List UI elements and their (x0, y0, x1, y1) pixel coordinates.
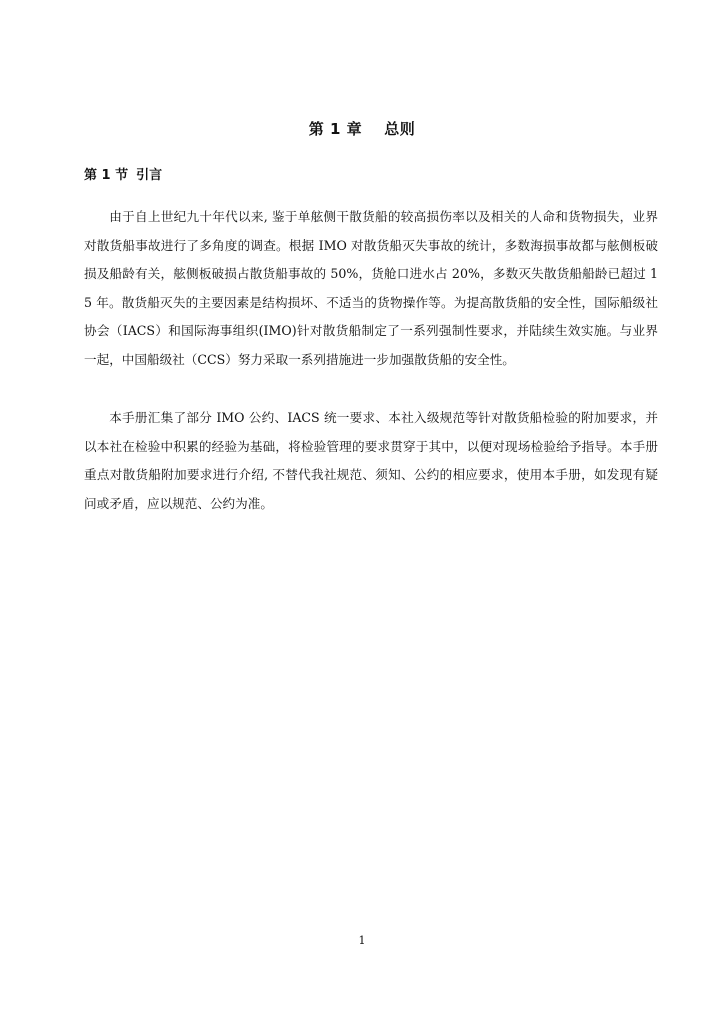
chapter-name: 总则 (384, 120, 416, 138)
section-title (84, 164, 162, 183)
section-name: 引言 (136, 168, 163, 183)
page-number: 1 (358, 934, 366, 947)
section-number: 第 1 节 (84, 168, 129, 183)
intro-paragraph-2: 本手册汇集了部分 IMO 公约、IACS 统一要求、本社入级规范等针对散货船检验的附加要求，并以本社在检验中积累的经验为基础，将检验管理的要求贯穿于其中，以便对现场检验给予指导。本手册重点对散货船附加要求进行介绍, 不替代我社规范、须知、公约的相应要求，使用本手册，如发现有疑问或矛盾，应以规范、公约为准。 (84, 410, 658, 511)
chapter-number: 第 1 章 (308, 120, 363, 138)
intro-paragraph-1: 由于自上世纪九十年代以来, 鉴于单舷侧干散货船的较高损伤率以及相关的人命和货物损失，业界对散货船事故进行了多角度的调查。根据 IMO 对散货船灭失事故的统计，多数海损事故都与舷侧板破损及船龄有关，舷侧板破损占散货船事故的 50%，货舱口进水占 20%，多数灭失散货船船龄已超过 15 年。散货船灭失的主要因素是结构损坏、不适当的货物操作等。为提高散货船的安全性，国际船级社协会（IACS）和国际海事组织(IMO)针对散货船制定了一系列强制性要求，并陆续生效实施。与业界一起，中国船级社（CCS）努力采取一系列措施进一步加强散货船的安全性。 (84, 209, 658, 367)
chapter-title (0, 118, 724, 139)
